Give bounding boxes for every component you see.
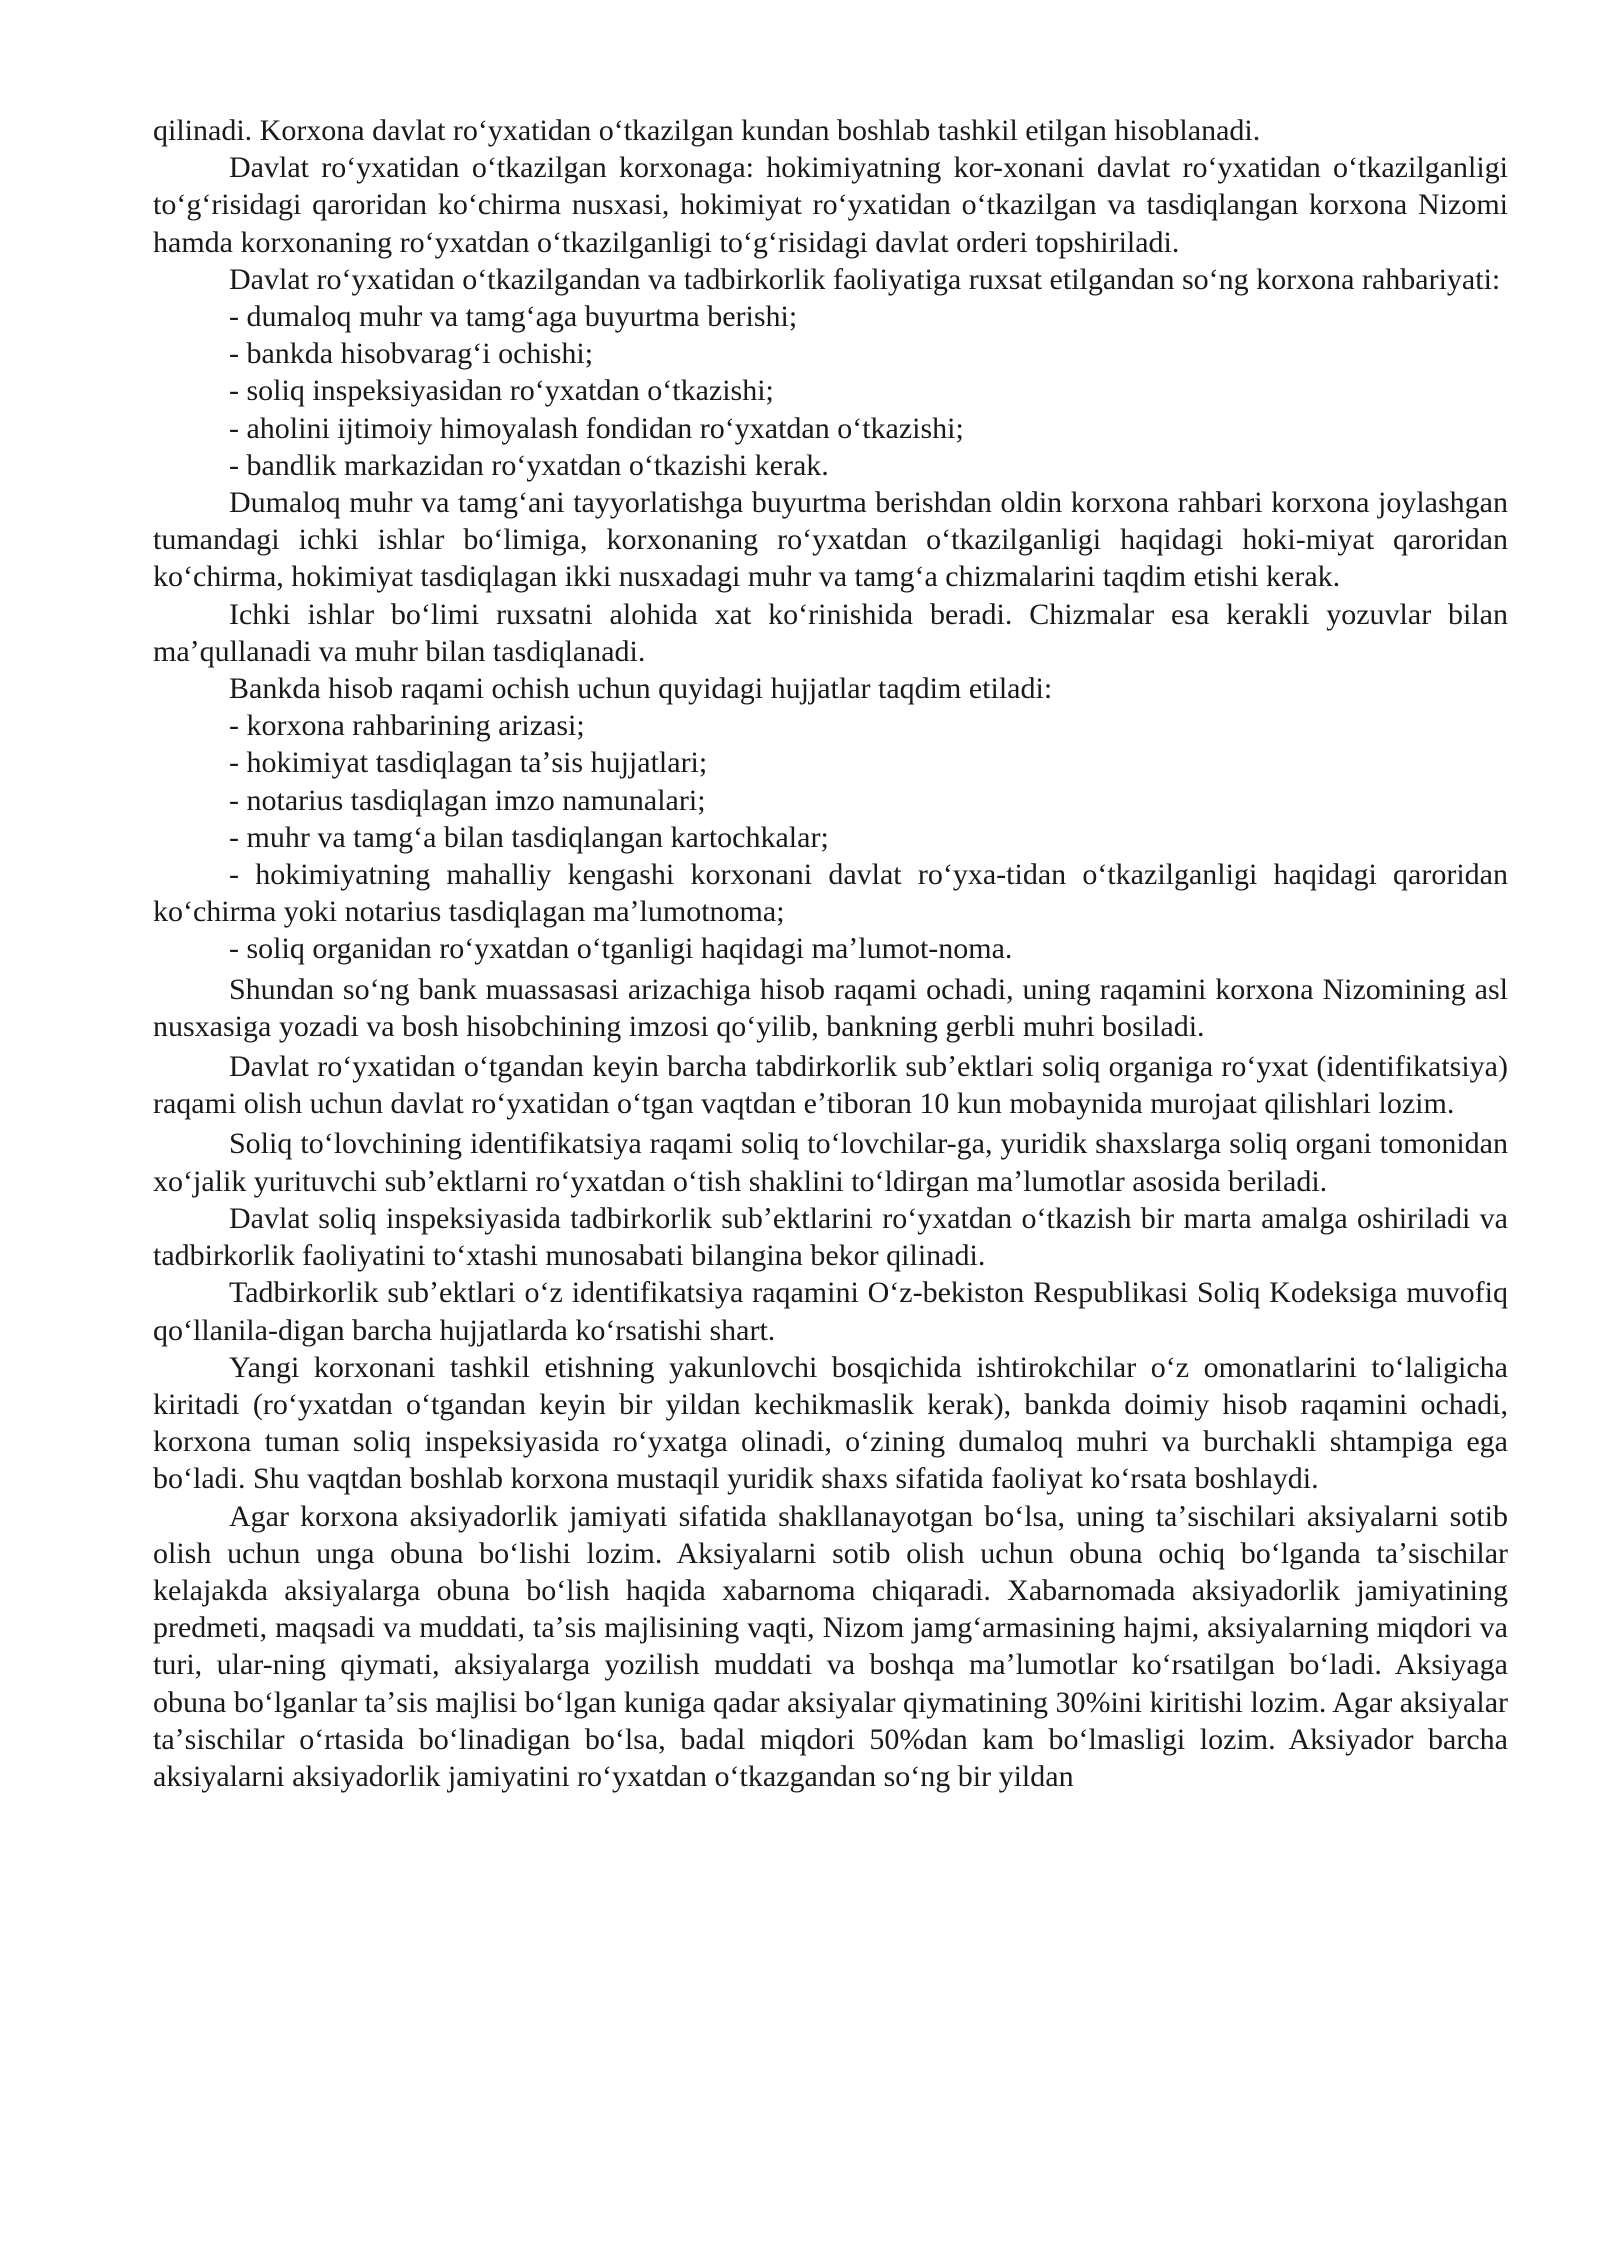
list-item: - aholini ijtimoiy himoyalash fondidan roʻyxatdan oʻtkazishi; — [229, 411, 964, 445]
list-item: - korxona rahbarining arizasi; — [229, 709, 585, 743]
list-item: - hokimiyatning mahalliy kengashi korxonani davlat roʻyxa-tidan oʻtkazilganligi haqidagi qaroridan koʻchirma yoki notarius tasdiqlagan maʼlumotnoma; — [153, 858, 1508, 929]
paragraph: Shundan soʻng bank muassasasi arizachiga hisob raqami ochadi, uning raqamini korxona Nizomining asl nusxasiga yozadi va bosh hisobchining imzosi qoʻyilib, bankning gerbli muhri bosiladi. — [153, 972, 1508, 1043]
document-page — [153, 112, 1508, 1795]
paragraph: Soliq toʻlovchining identifikatsiya raqami soliq toʻlovchilar-ga, yuridik shaxslarga soliq organi tomonidan xoʻjalik yurituvchi subʼektlarni roʻyxatdan oʻtish shaklini toʻldirgan maʼlumotlar asosida beriladi. — [153, 1127, 1508, 1198]
paragraph: Agar korxona aksiyadorlik jamiyati sifatida shakllanayotgan boʻlsa, uning taʼsischilari aksiyalarni sotib olish uchun unga obuna boʻlishi lozim. Aksiyalarni sotib olish uchun obuna ochiq boʻlganda taʼsischilar kelajakda aksiyalarga obuna boʻlish haqida xabarnoma chiqaradi. Xabarnomada aksiyadorlik jamiyatining predmeti, maqsadi va muddati, taʼsis majlisining vaqti, Nizom jamgʻarmasining hajmi, aksiyalarning miqdori va turi, ular-ning qiymati, aksiyalarga yozilish muddati va boshqa maʼlumotlar koʻrsatilgan boʻladi. Aksiyaga obuna boʻlganlar taʼsis majlisi boʻlgan kuniga qadar aksiyalar qiymatining 30%ini kiritishi lozim. Agar aksiyalar taʼsischilar oʻrtasida boʻlinadigan boʻlsa, badal miqdori 50%dan kam boʻlmasligi lozim. Aksiyador barcha aksiyalarni aksiyadorlik jamiyatini roʻyxatdan oʻtkazgandan soʻng bir yildan — [153, 1499, 1508, 1793]
paragraph: Bankda hisob raqami ochish uchun quyidagi hujjatlar taqdim etiladi: — [229, 672, 1053, 706]
list-item: - soliq organidan roʻyxatdan oʻtganligi haqidagi maʼlumot-noma. — [229, 932, 1013, 966]
paragraph: Davlat soliq inspeksiyasida tadbirkorlik subʼektlarini roʻyxatdan oʻtkazish bir marta amalga oshiriladi va tadbirkorlik faoliyatini toʻxtashi munosabati bilangina bekor qilinadi. — [153, 1201, 1508, 1273]
list-item: - bandlik markazidan roʻyxatdan oʻtkazishi kerak. — [229, 448, 829, 482]
list-item: - dumaloq muhr va tamgʻaga buyurtma berishi; — [229, 300, 798, 334]
paragraph: Tadbirkorlik subʼektlari oʻz identifikatsiya raqamini Oʻz-bekiston Respublikasi Soliq Kodeksiga muvofiq qoʻllanila-digan barcha hujjatlarda koʻrsatishi shart. — [153, 1276, 1508, 1347]
paragraph: Davlat roʻyxatidan oʻtgandan keyin barcha tabdirkorlik subʼektlari soliq organiga roʻyxat (identifikatsiya) raqami olish uchun davlat roʻyxatidan oʻtgan vaqtdan eʼtiboran 10 kun mobaynida murojaat qilishlari lozim. — [153, 1050, 1508, 1121]
list-item: - muhr va tamgʻa bilan tasdiqlangan kartochkalar; — [229, 820, 829, 854]
paragraph: Yangi korxonani tashkil etishning yakunlovchi bosqichida ishtirokchilar oʻz omonatlarini toʻlaligicha kiritadi (roʻyxatdan oʻtgandan keyin bir yildan kechikmaslik kerak), bankda doimiy hisob raqamini ochadi, korxona tuman soliq inspeksiyasida roʻyxatga olinadi, oʻzining dumaloq muhri va burchakli shtampiga ega boʻladi. Shu vaqtdan boshlab korxona mustaqil yuridik shaxs sifatida faoliyat koʻrsata boshlaydi. — [153, 1350, 1508, 1496]
paragraph: Dumaloq muhr va tamgʻani tayyorlatishga buyurtma berishdan oldin korxona rahbari korxona joylashgan tumandagi ichki ishlar boʻlimiga, korxonaning roʻyxatdan oʻtkazilganligi haqidagi hoki-miyat qaroridan koʻchirma, hokimiyat tasdiqlagan ikki nusxadagi muhr va tamgʻa chizmalarini taqdim etishi kerak. — [153, 486, 1508, 594]
list-item: - notarius tasdiqlagan imzo namunalari; — [229, 783, 706, 817]
paragraph: Davlat roʻyxatidan oʻtkazilgandan va tadbirkorlik faoliyatiga ruxsat etilgandan soʻng korxona rahbariyati: — [229, 262, 1501, 296]
paragraph-continuation: qilinadi. Korxona davlat roʻyxatidan oʻtkazilgan kundan boshlab tashkil etilgan hisoblanadi. — [153, 114, 1261, 147]
list-item: - hokimiyat tasdiqlagan taʼsis hujjatlari; — [229, 746, 708, 780]
paragraph: Davlat roʻyxatidan oʻtkazilgan korxonaga: hokimiyatning kor-xonani davlat roʻyxatidan oʻtkazilganligi toʻgʻrisidagi qaroridan koʻchirma nusxasi, hokimiyat roʻyxatidan oʻtkazilgan va tasdiqlangan korxona Nizomi hamda korxonaning roʻyxatdan oʻtkazilganligi toʻgʻrisidagi davlat orderi topshiriladi. — [153, 151, 1508, 259]
paragraph: Ichki ishlar boʻlimi ruxsatni alohida xat koʻrinishida beradi. Chizmalar esa kerakli yozuvlar bilan maʼqullanadi va muhr bilan tasdiqlanadi. — [153, 597, 1508, 668]
list-item: - bankda hisobvaragʻi ochishi; — [229, 337, 594, 371]
list-item: - soliq inspeksiyasidan roʻyxatdan oʻtkazishi; — [229, 374, 774, 408]
